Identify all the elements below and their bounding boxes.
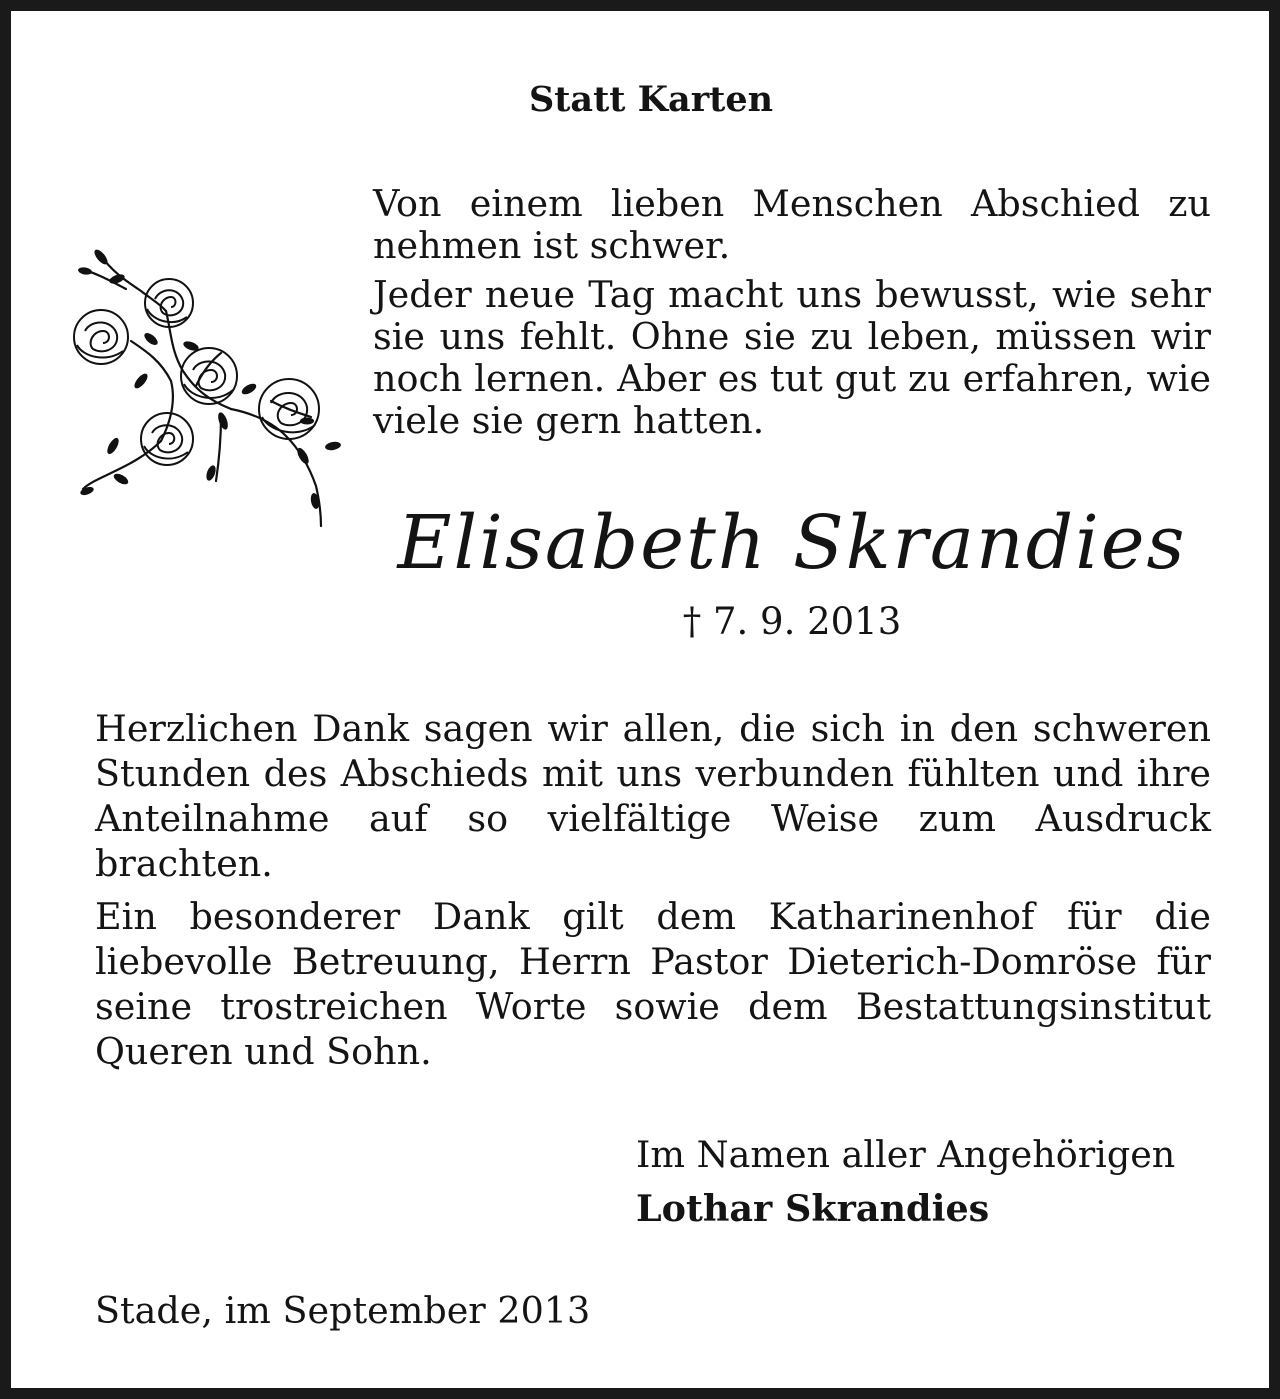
place-and-date: Stade, im September 2013	[95, 1289, 591, 1332]
date-of-death: † 7. 9. 2013	[682, 600, 902, 643]
deceased-name: Elisabeth Skrandies	[397, 500, 1187, 586]
signature-block	[636, 1128, 1211, 1236]
roses-icon	[71, 241, 346, 531]
notice-heading: Statt Karten	[528, 79, 774, 120]
poem-paragraph: Jeder neue Tag macht uns bewusst, wie sehr sie uns fehlt. Ohne sie zu leben, müssen wir noch lernen. Aber es tut gut zu erfahren, wie viele sie gern hatten.	[373, 273, 1211, 442]
signer-name: Lothar Skrandies	[636, 1187, 990, 1230]
poem-text	[373, 183, 1211, 449]
thanks-paragraph: Ein besonderer Dank gilt dem Katharinenhof für die liebevolle Betreuung, Herrn Pastor Dieterich-Domröse für seine trostreichen Worte sowie dem Bestattungsinstitut Queren und Sohn.	[95, 895, 1211, 1073]
poem-paragraph: Von einem lieben Menschen Abschied zu nehmen ist schwer.	[373, 182, 1211, 267]
thanks-paragraph: Herzlichen Dank sagen wir allen, die sich in den schweren Stunden des Abschieds mit uns verbunden fühlten und ihre Anteilnahme auf so vielfältige Weise zum Ausdruck brachten.	[95, 707, 1211, 885]
thanks-text	[95, 706, 1211, 1082]
signature-line: Im Namen aller Angehörigen	[636, 1133, 1176, 1176]
